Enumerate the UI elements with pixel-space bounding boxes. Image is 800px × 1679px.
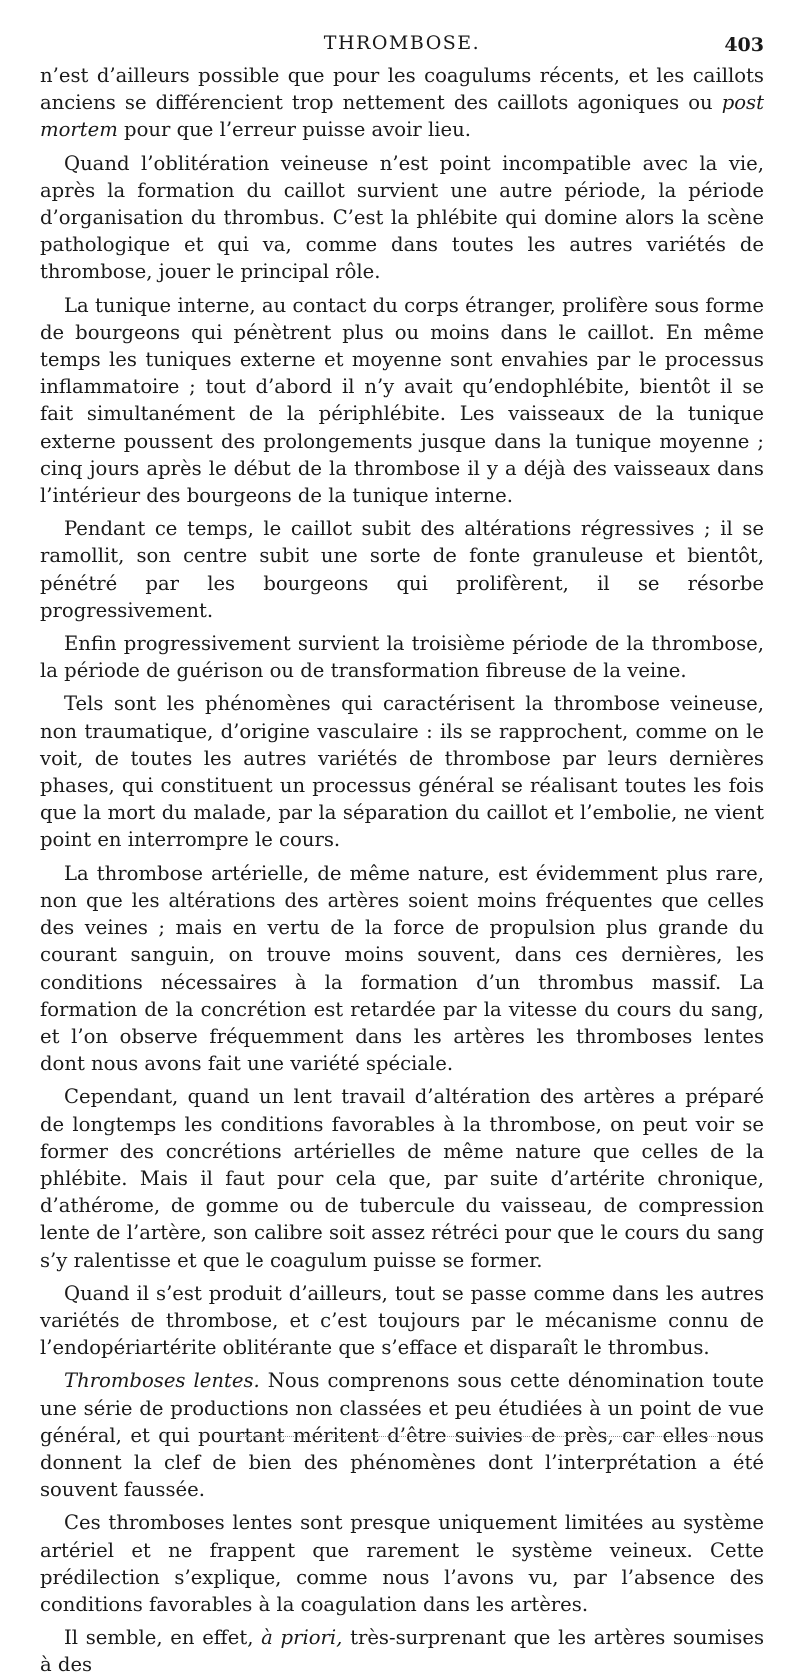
paragraph: Il semble, en effet, à priori, très-surprenant que les artères soumises à des [40,1626,764,1677]
paragraph: Pendant ce temps, le caillot subit des altérations régressives ; il se ramollit, son centre subit une sorte de fonte granuleuse et bientôt, pénétré par les bourgeons qui prolifèrent, il se résorbe progressivement. [40,517,764,622]
paragraph: La tunique interne, au contact du corps étranger, prolifère sous forme de bourgeons qui pénètrent plus ou moins dans le caillot. En même temps les tuniques externe et moyenne sont envahies par le processus inflammatoire ; tout d’abord il n’y avait qu’endophlébite, bientôt il se fait simultanément de la périphlébite. Les vaisseaux de la tunique externe poussent des prolongements jusque dans la tunique moyenne ; cinq jours après le début de la thrombose il y a déjà des vaisseaux dans l’intérieur des bourgeons de la tunique interne. [40,293,764,508]
paragraph-section-heading: Thromboses lentes. Nous comprenons sous cette dénomination toute une série de productions non classées et peu étudiées à un point de vue général, et qui pourtant méritent d’être suivies de près, car elles nous donnent la clef de bien des phénomènes dont l’interprétation a été souvent faussée. [40,1369,764,1502]
paragraph: Cependant, quand un lent travail d’altération des artères a préparé de longtemps les conditions favorables à la thrombose, on peut voir se former des concrétions artérielles de même nature que celles de la phlébite. Mais il faut pour cela que, par suite d’artérite chronique, d’athérome, de gomme ou de tubercule du vaisseau, de compression lente de l’artère, son calibre soit assez rétréci pour que le cours du sang s’y ralentisse et que le coagulum puisse se former. [40,1085,764,1272]
paragraph: Ces thromboses lentes sont presque uniquement limitées au système artériel et ne frappent que rarement le système veineux. Cette prédilection s’explique, comme nous l’avons vu, par l’absence des conditions favorables à la coagulation dans les artères. [40,1511,764,1616]
paragraph: Enfin progressivement survient la troisième période de la thrombose, la période de guérison ou de transformation fibreuse de la veine. [40,632,764,683]
section-heading-thromboses-lentes: Thromboses lentes. [64,1369,260,1393]
footer-rule [240,1436,756,1437]
paragraph-continuation: n’est d’ailleurs possible que pour les coagulums récents, et les caillots anciens se différencient trop nettement des caillots agoniques ou post mortem pour que l’erreur puisse avoir lieu. [40,64,764,142]
paragraph: Quand il s’est produit d’ailleurs, tout se passe comme dans les autres variétés de thrombose, et c’est toujours par le mécanisme connu de l’endopériartérite oblitérante que s’efface et disparaît le thrombus. [40,1281,764,1360]
italic-term: à priori, [261,1626,343,1650]
running-title: THROMBOSE. [323,32,481,54]
paragraph: Quand l’oblitération veineuse n’est point incompatible avec la vie, après la formation du caillot survient une autre période, la période d’organisation du thrombus. C’est la phlébite qui domine alors la scène pathologique et qui va, comme dans toutes les autres variétés de thrombose, jouer le principal rôle. [40,151,764,284]
page-number: 403 [724,34,764,56]
page-header [40,26,764,62]
paragraph: Tels sont les phénomènes qui caractérisent la thrombose veineuse, non traumatique, d’origine vasculaire : ils se rapprochent, comme on le voit, de toutes les autres variétés de thrombose par leurs dernières phases, qui constituent un processus général se réalisant toutes les fois que la mort du malade, par la séparation du caillot et l’embolie, ne vient point en interrompre le cours. [40,692,764,852]
paragraph: La thrombose artérielle, de même nature, est évidemment plus rare, non que les altérations des artères soient moins fréquentes que celles des veines ; mais en vertu de la force de propulsion plus grande du courant sanguin, on trouve moins souvent, dans ces dernières, les conditions nécessaires à la formation d’un thrombus massif. La formation de la concrétion est retardée par la vitesse du cours du sang, et l’on observe fréquemment dans les artères les thromboses lentes dont nous avons fait une variété spéciale. [40,861,764,1076]
italic-term: post mortem [40,91,764,142]
